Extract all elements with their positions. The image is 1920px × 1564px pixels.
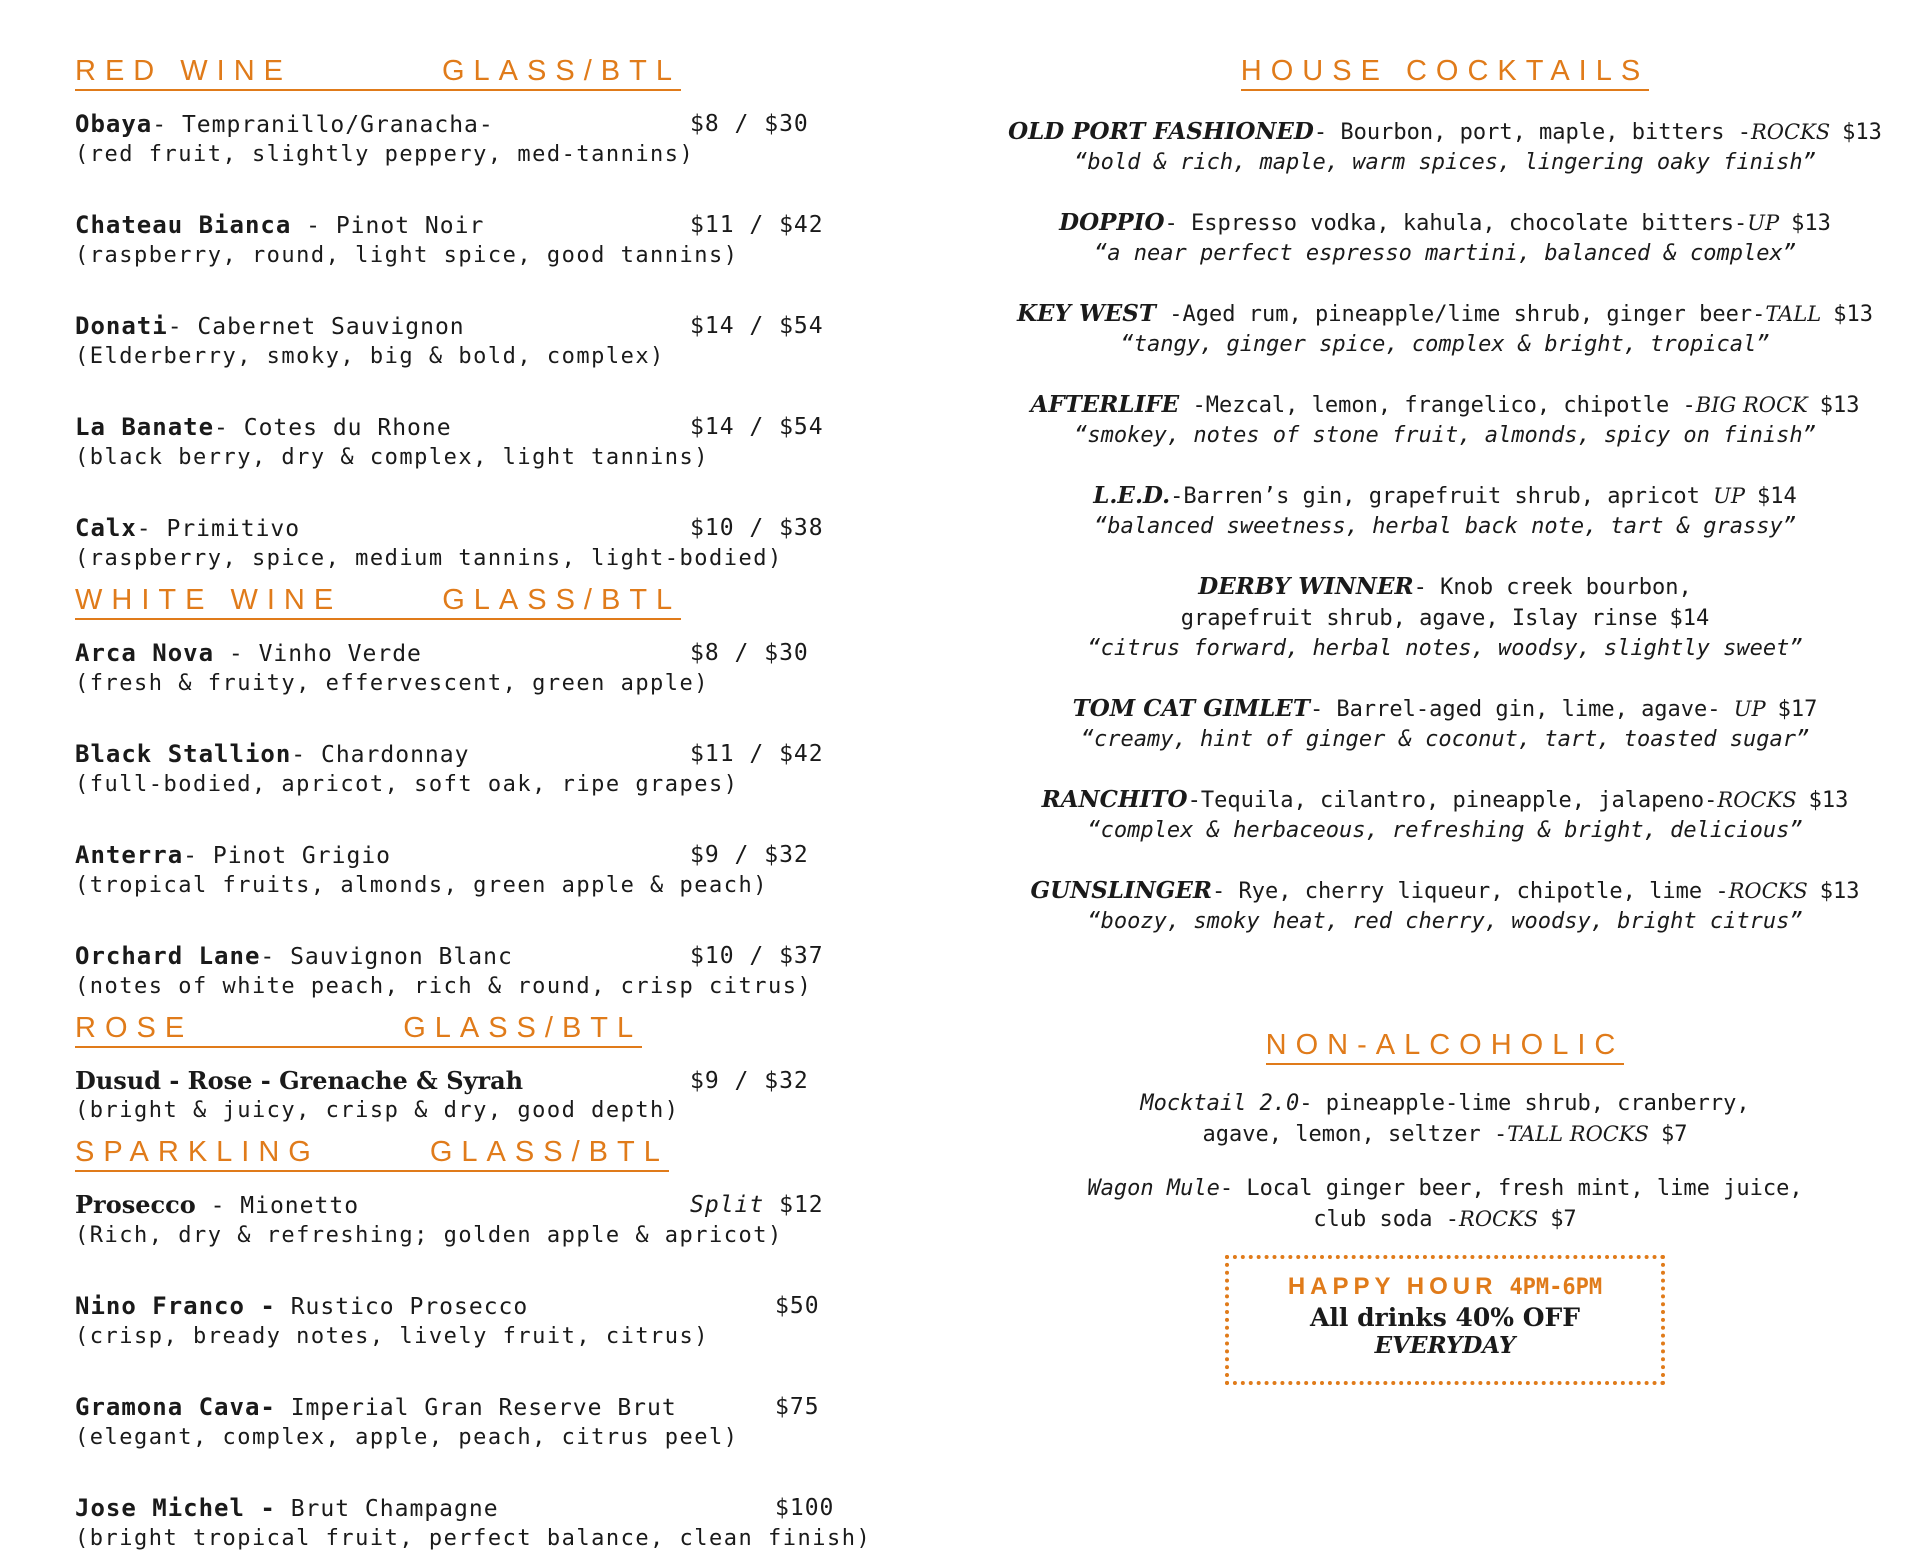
cocktail-name: RANCHITO xyxy=(1041,786,1188,813)
cocktail-tasting-note: “smokey, notes of stone fruit, almonds, spicy on finish” xyxy=(1074,423,1816,448)
wine-name: Chateau Bianca xyxy=(75,211,292,239)
cocktail-price: $13 xyxy=(1819,879,1860,904)
sparkling-title: SPARKLING xyxy=(75,1136,320,1168)
wine-name: Donati xyxy=(75,312,168,340)
cocktail-price: $13 xyxy=(1842,120,1882,145)
wine-varietal: - Pinot Grigio xyxy=(183,843,392,869)
wine-name: Gramona Cava- xyxy=(75,1393,276,1421)
cocktail-name: AFTERLIFE xyxy=(1030,391,1180,418)
wine-description: (Elderberry, smoky, big & bold, complex) xyxy=(75,344,665,369)
wine-price: $10 / $38 xyxy=(690,515,824,541)
cocktail-name: TOM CAT GIMLET xyxy=(1072,695,1310,722)
wine-varietal: Brut Champagne xyxy=(275,1496,499,1522)
glass-btl-label: GLASS/BTL xyxy=(429,1136,669,1168)
wine-description: (tropical fruits, almonds, green apple & peach) xyxy=(75,873,769,898)
sparkling-heading xyxy=(75,1136,669,1172)
happy-hour-deal: All drinks 40% OFF xyxy=(1309,1303,1581,1332)
cocktail-ingredients: -Aged rum, pineapple/lime shrub, ginger beer- xyxy=(1156,302,1766,327)
happy-hour-days: EVERYDAY xyxy=(1374,1332,1516,1359)
red-wine-title: RED WINE xyxy=(75,55,292,87)
mocktail-item xyxy=(990,1174,1900,1235)
cocktail-name: GUNSLINGER xyxy=(1030,877,1213,904)
cocktail-ingredients: - Rye, cherry liqueur, chipotle, lime - xyxy=(1212,879,1729,904)
cocktail-item xyxy=(990,694,1900,755)
wine-name: Anterra xyxy=(75,841,184,869)
mocktail-name: Mocktail 2.0 xyxy=(1140,1091,1300,1116)
wine-item xyxy=(75,1392,875,1453)
cocktail-serve-style: UP xyxy=(1713,484,1745,508)
wine-description: (full-bodied, apricot, soft oak, ripe grapes) xyxy=(75,772,739,797)
split-label: Split xyxy=(690,1192,765,1218)
white-wine-heading xyxy=(75,584,681,620)
house-cocktails-heading: HOUSE COCKTAILS xyxy=(1241,55,1649,91)
red-wine-section xyxy=(75,55,875,574)
cocktail-ingredients: - Knob creek bourbon, grapefruit shrub, agave, Islay rinse xyxy=(1180,575,1692,631)
mocktail-ingredients: - Local ginger beer, fresh mint, lime juice, club soda - xyxy=(1219,1176,1803,1232)
cocktail-ingredients: -Mezcal, lemon, frangelico, chipotle - xyxy=(1179,393,1696,418)
cocktail-tasting-note: “boozy, smoky heat, red cherry, woodsy, bright citrus” xyxy=(1087,909,1803,934)
white-wine-title: WHITE WINE xyxy=(75,584,343,616)
rose-heading xyxy=(75,1012,642,1048)
mocktail-ingredients: - pineapple-lime shrub, cranberry, agave, lemon, seltzer - xyxy=(1202,1091,1750,1147)
cocktail-price: $14 xyxy=(1757,484,1797,509)
wine-description: (raspberry, spice, medium tannins, light-bodied) xyxy=(75,546,783,571)
wine-varietal: - Vinho Verde xyxy=(214,641,422,667)
wine-name: Calx xyxy=(75,514,137,542)
wine-varietal: - Primitivo xyxy=(136,516,301,542)
wine-varietal: - Pinot Noir xyxy=(291,213,485,239)
mocktail-serve-style: TALL ROCKS xyxy=(1507,1122,1649,1146)
cocktail-price: $14 xyxy=(1669,606,1710,631)
wine-price: $14 / $54 xyxy=(690,414,824,440)
wine-description: (raspberry, round, light spice, good tannins) xyxy=(75,243,739,268)
wine-price: $8 / $30 xyxy=(690,640,809,666)
wine-description: (Rich, dry & refreshing; golden apple & apricot) xyxy=(75,1223,783,1248)
wine-varietal: - Chardonnay xyxy=(291,742,470,768)
red-wine-heading xyxy=(75,55,681,91)
cocktail-ingredients: - Espresso vodka, kahula, chocolate bitters- xyxy=(1164,211,1748,236)
cocktail-name: OLD PORT FASHIONED xyxy=(1008,118,1314,145)
glass-btl-label: GLASS/BTL xyxy=(403,1012,643,1044)
wine-name: Dusud - Rose - Grenache & Syrah xyxy=(75,1066,524,1095)
cocktail-name: DOPPIO xyxy=(1059,209,1165,236)
happy-hour-time: 4PM-6PM xyxy=(1509,1275,1603,1300)
cocktail-name: KEY WEST xyxy=(1017,300,1157,327)
wine-column xyxy=(75,55,875,1564)
wine-price-value: $12 xyxy=(779,1192,824,1218)
mocktail-price: $7 xyxy=(1550,1207,1577,1232)
cocktail-tasting-note: “bold & rich, maple, warm spices, lingering oaky finish” xyxy=(1074,150,1816,175)
mocktail-item xyxy=(990,1089,1900,1150)
cocktail-ingredients: -Barren’s gin, grapefruit shrub, apricot xyxy=(1170,484,1714,509)
wine-item xyxy=(75,513,875,574)
cocktail-ingredients: -Tequila, cilantro, pineapple, jalapeno- xyxy=(1187,788,1718,813)
wine-price: $50 xyxy=(775,1293,820,1319)
wine-description: (bright tropical fruit, perfect balance, clean finish) xyxy=(75,1526,872,1551)
cocktail-item xyxy=(990,390,1900,451)
cocktail-name: L.E.D. xyxy=(1093,482,1171,509)
wine-varietal: Imperial Gran Reserve Brut xyxy=(275,1395,677,1421)
happy-hour-box xyxy=(1225,1255,1665,1385)
wine-varietal: - Tempranillo/Granacha- xyxy=(152,112,494,138)
wine-name: Prosecco xyxy=(75,1190,196,1219)
sparkling-section xyxy=(75,1136,875,1554)
wine-item xyxy=(75,638,875,699)
glass-btl-label: GLASS/BTL xyxy=(442,584,682,616)
cocktail-item xyxy=(990,481,1900,542)
cocktail-price: $17 xyxy=(1777,697,1818,722)
cocktail-column xyxy=(990,55,1900,1235)
wine-price: $11 / $42 xyxy=(690,741,824,767)
cocktail-ingredients: - Bourbon, port, maple, bitters - xyxy=(1313,120,1751,145)
cocktail-ingredients: - Barrel-aged gin, lime, agave- xyxy=(1309,697,1734,722)
cocktail-serve-style: UP xyxy=(1747,211,1780,235)
cocktail-price: $13 xyxy=(1808,788,1849,813)
cocktail-serve-style: ROCKS xyxy=(1728,879,1808,903)
wine-varietal: Rustico Prosecco xyxy=(275,1294,529,1320)
wine-description: (elegant, complex, apple, peach, citrus peel) xyxy=(75,1425,739,1450)
cocktail-item xyxy=(990,208,1900,269)
cocktail-serve-style: TALL xyxy=(1765,302,1822,326)
cocktail-tasting-note: “balanced sweetness, herbal back note, tart & grassy” xyxy=(1094,514,1796,539)
cocktail-serve-style: ROCKS xyxy=(1717,788,1797,812)
wine-price: $9 / $32 xyxy=(690,1068,809,1094)
cocktail-serve-style: BIG ROCK xyxy=(1695,393,1808,417)
wine-item xyxy=(75,840,875,901)
wine-name: Nino Franco - xyxy=(75,1292,276,1320)
wine-item xyxy=(75,739,875,800)
wine-name: Jose Michel - xyxy=(75,1494,276,1522)
mocktail-serve-style: ROCKS xyxy=(1459,1207,1539,1231)
cocktail-serve-style: ROCKS xyxy=(1750,120,1831,144)
cocktail-name: DERBY WINNER xyxy=(1198,573,1414,600)
wine-item xyxy=(75,1493,875,1554)
wine-price: $9 / $32 xyxy=(690,842,809,868)
cocktail-tasting-note: “citrus forward, herbal notes, woodsy, slightly sweet” xyxy=(1087,636,1803,661)
wine-price: $10 / $37 xyxy=(690,943,824,969)
cocktail-item xyxy=(990,299,1900,360)
wine-description: (black berry, dry & complex, light tannins) xyxy=(75,445,710,470)
cocktail-tasting-note: “a near perfect espresso martini, balanced & complex” xyxy=(1094,241,1796,266)
wine-item xyxy=(75,941,875,1002)
cocktail-item xyxy=(990,117,1900,178)
glass-btl-label: GLASS/BTL xyxy=(442,55,681,87)
wine-price xyxy=(690,1190,824,1220)
cocktail-item xyxy=(990,876,1900,937)
wine-item xyxy=(75,210,875,271)
mocktail-price: $7 xyxy=(1660,1122,1688,1147)
wine-name: Black Stallion xyxy=(75,740,292,768)
cocktail-serve-style: UP xyxy=(1733,697,1766,721)
cocktail-tasting-note: “tangy, ginger spice, complex & bright, tropical” xyxy=(1120,332,1770,357)
wine-name: Obaya xyxy=(75,110,153,138)
wine-price: $75 xyxy=(775,1394,820,1420)
wine-item xyxy=(75,1066,875,1126)
wine-price: $100 xyxy=(775,1495,835,1521)
wine-varietal: - Cabernet Sauvignon xyxy=(167,314,465,340)
happy-hour-title: HAPPY HOUR xyxy=(1287,1273,1498,1300)
wine-description: (red fruit, slightly peppery, med-tannins) xyxy=(75,142,695,167)
wine-description: (bright & juicy, crisp & dry, good depth) xyxy=(75,1098,680,1123)
wine-description: (fresh & fruity, effervescent, green apple) xyxy=(75,671,710,696)
wine-item xyxy=(75,1190,875,1251)
wine-varietal: - Mionetto xyxy=(195,1193,360,1219)
wine-price: $11 / $42 xyxy=(690,212,824,238)
white-wine-section xyxy=(75,584,875,1002)
wine-item xyxy=(75,109,875,170)
non-alcoholic-heading: NON-ALCOHOLIC xyxy=(1266,1029,1625,1065)
wine-varietal: - Cotes du Rhone xyxy=(214,415,452,441)
cocktail-item xyxy=(990,572,1900,664)
wine-item xyxy=(75,311,875,372)
rose-title: ROSE xyxy=(75,1012,194,1044)
wine-description: (crisp, bready notes, lively fruit, citrus) xyxy=(75,1324,710,1349)
wine-varietal: - Sauvignon Blanc xyxy=(260,944,513,970)
wine-description: (notes of white peach, rich & round, crisp citrus) xyxy=(75,974,813,999)
cocktail-tasting-note: “complex & herbaceous, refreshing & bright, delicious” xyxy=(1087,818,1803,843)
wine-name: Orchard Lane xyxy=(75,942,261,970)
cocktail-price: $13 xyxy=(1819,393,1860,418)
rose-section xyxy=(75,1012,875,1126)
wine-price: $14 / $54 xyxy=(690,313,824,339)
mocktail-name: Wagon Mule xyxy=(1087,1176,1220,1201)
wine-price: $8 / $30 xyxy=(690,111,809,137)
cocktail-price: $13 xyxy=(1791,211,1831,236)
wine-item xyxy=(75,412,875,473)
cocktail-price: $13 xyxy=(1833,302,1873,327)
cocktail-item xyxy=(990,785,1900,846)
wine-name: La Banate xyxy=(75,413,215,441)
wine-item xyxy=(75,1291,875,1352)
cocktail-tasting-note: “creamy, hint of ginger & coconut, tart, toasted sugar” xyxy=(1080,727,1810,752)
wine-name: Arca Nova xyxy=(75,639,215,667)
